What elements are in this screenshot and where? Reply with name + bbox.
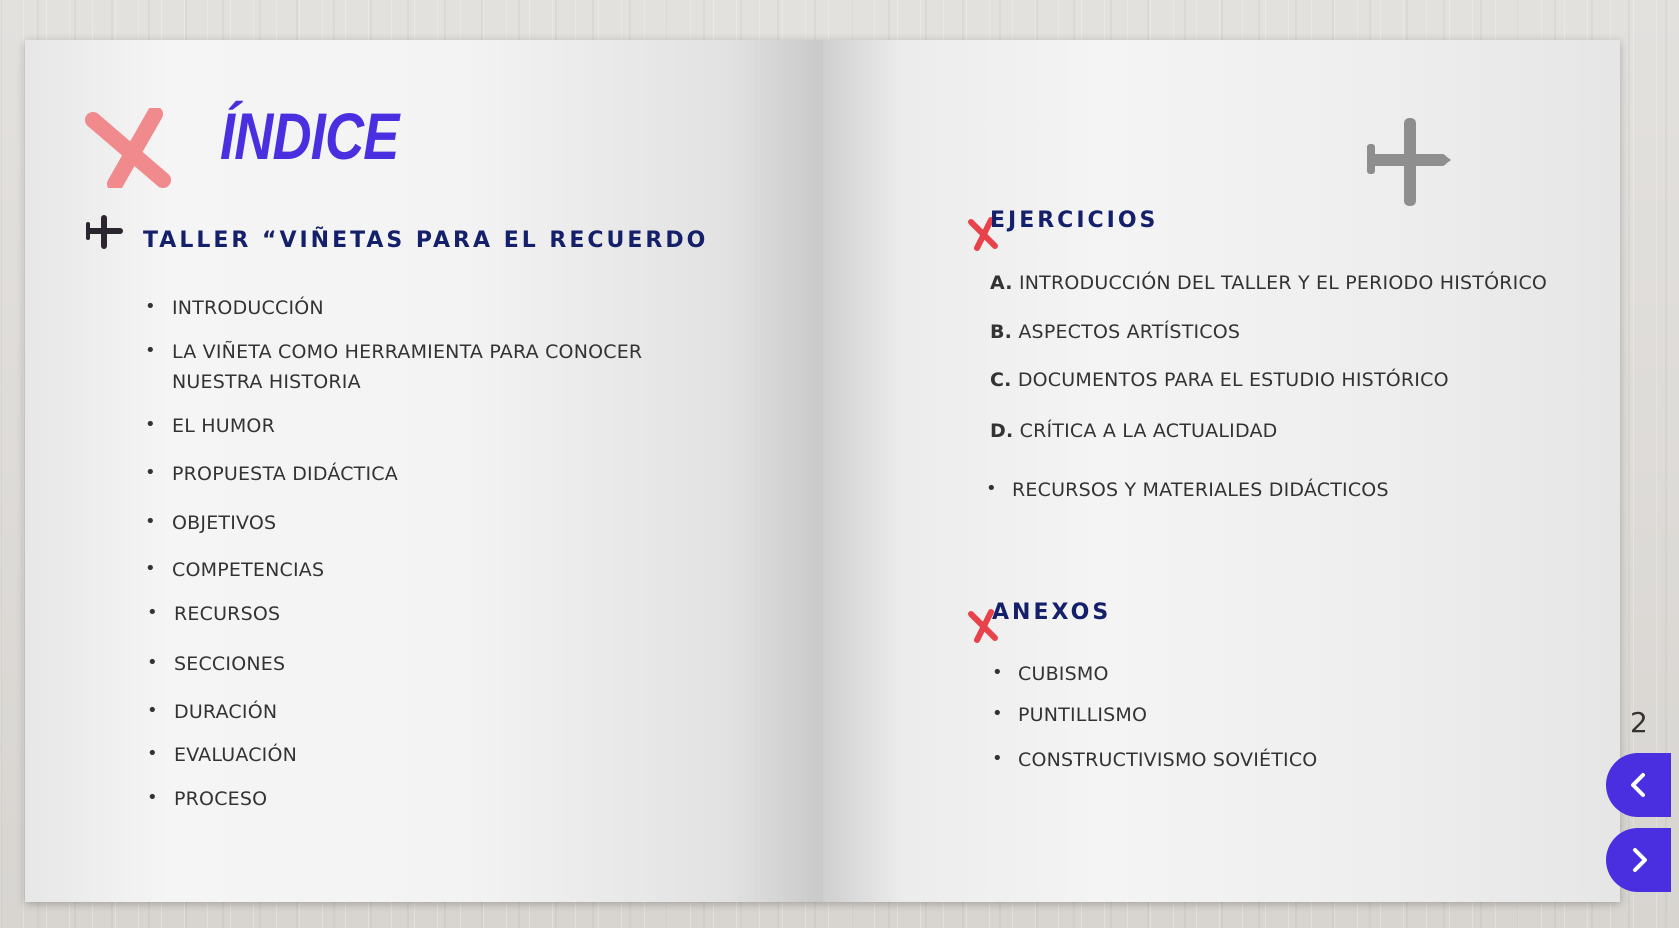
index-item-objetivos[interactable]: OBJETIVOS: [172, 512, 277, 534]
chevron-left-icon: [1624, 770, 1654, 800]
left-page: [25, 40, 823, 902]
exercise-text: ASPECTOS ARTÍSTICOS: [1018, 321, 1241, 343]
index-item-duracion[interactable]: DURACIÓN: [174, 701, 278, 723]
annex-item-cubismo[interactable]: CUBISMO: [1018, 663, 1109, 685]
section-title-anexos: ANEXOS: [992, 600, 1112, 625]
bullet-dot: •: [992, 748, 1003, 769]
next-page-button[interactable]: [1606, 828, 1671, 892]
section-title-ejercicios: EJERCICIOS: [990, 208, 1159, 233]
exercise-text: INTRODUCCIÓN DEL TALLER Y EL PERIODO HISTÓRICO: [1018, 272, 1548, 294]
red-x-icon: [85, 108, 180, 188]
bullet-dot: •: [147, 743, 158, 764]
index-item-vineta[interactable]: LA VIÑETA COMO HERRAMIENTA PARA CONOCER: [172, 341, 643, 363]
exercise-letter: C.: [990, 369, 1012, 391]
airplane-icon: [1367, 116, 1451, 208]
exercise-item-recursos[interactable]: RECURSOS Y MATERIALES DIDÁCTICOS: [1012, 479, 1389, 501]
book-spread: [25, 40, 1620, 902]
page-number: 2: [1630, 706, 1648, 739]
bullet-dot: •: [145, 340, 156, 361]
annex-item-constructivismo[interactable]: CONSTRUCTIVISMO SOVIÉTICO: [1018, 749, 1318, 771]
index-item-propuesta[interactable]: PROPUESTA DIDÁCTICA: [172, 463, 398, 485]
bullet-dot: •: [145, 558, 156, 579]
bullet-dot: •: [147, 602, 158, 623]
bullet-dot: •: [147, 787, 158, 808]
bullet-dot: •: [145, 296, 156, 317]
exercise-letter: B.: [990, 321, 1013, 343]
chevron-right-icon: [1624, 845, 1654, 875]
index-item-proceso[interactable]: PROCESO: [174, 788, 268, 810]
index-item-introduccion[interactable]: INTRODUCCIÓN: [172, 297, 324, 319]
bullet-dot: •: [145, 511, 156, 532]
bullet-dot: •: [992, 703, 1003, 724]
exercise-text: DOCUMENTOS PARA EL ESTUDIO HISTÓRICO: [1017, 369, 1449, 391]
exercise-letter: D.: [990, 420, 1014, 442]
right-page: [823, 40, 1620, 902]
index-item-secciones[interactable]: SECCIONES: [174, 653, 286, 675]
exercise-item-b[interactable]: [990, 321, 1240, 343]
exercise-item-d[interactable]: [990, 420, 1277, 442]
exercise-text: CRÍTICA A LA ACTUALIDAD: [1019, 420, 1278, 442]
bullet-dot: •: [145, 414, 156, 435]
index-item-competencias[interactable]: COMPETENCIAS: [172, 559, 325, 581]
page-title: ÍNDICE: [220, 99, 399, 173]
bullet-dot: •: [147, 652, 158, 673]
bullet-dot: •: [986, 478, 997, 499]
index-item-humor[interactable]: EL HUMOR: [172, 415, 275, 437]
index-item-vineta-cont[interactable]: NUESTRA HISTORIA: [172, 371, 361, 393]
bullet-dot: •: [147, 700, 158, 721]
bullet-dot: •: [145, 462, 156, 483]
section-title-taller: TALLER “VIÑETAS PARA EL RECUERDO: [143, 228, 709, 253]
index-item-recursos[interactable]: RECURSOS: [174, 603, 281, 625]
airplane-icon: [85, 212, 125, 252]
exercise-letter: A.: [990, 272, 1013, 294]
prev-page-button[interactable]: [1606, 753, 1671, 817]
index-item-evaluacion[interactable]: EVALUACIÓN: [174, 744, 298, 766]
exercise-item-c[interactable]: [990, 369, 1449, 391]
bullet-dot: •: [992, 662, 1003, 683]
annex-item-puntillismo[interactable]: PUNTILLISMO: [1018, 704, 1148, 726]
exercise-item-a[interactable]: [990, 272, 1547, 294]
